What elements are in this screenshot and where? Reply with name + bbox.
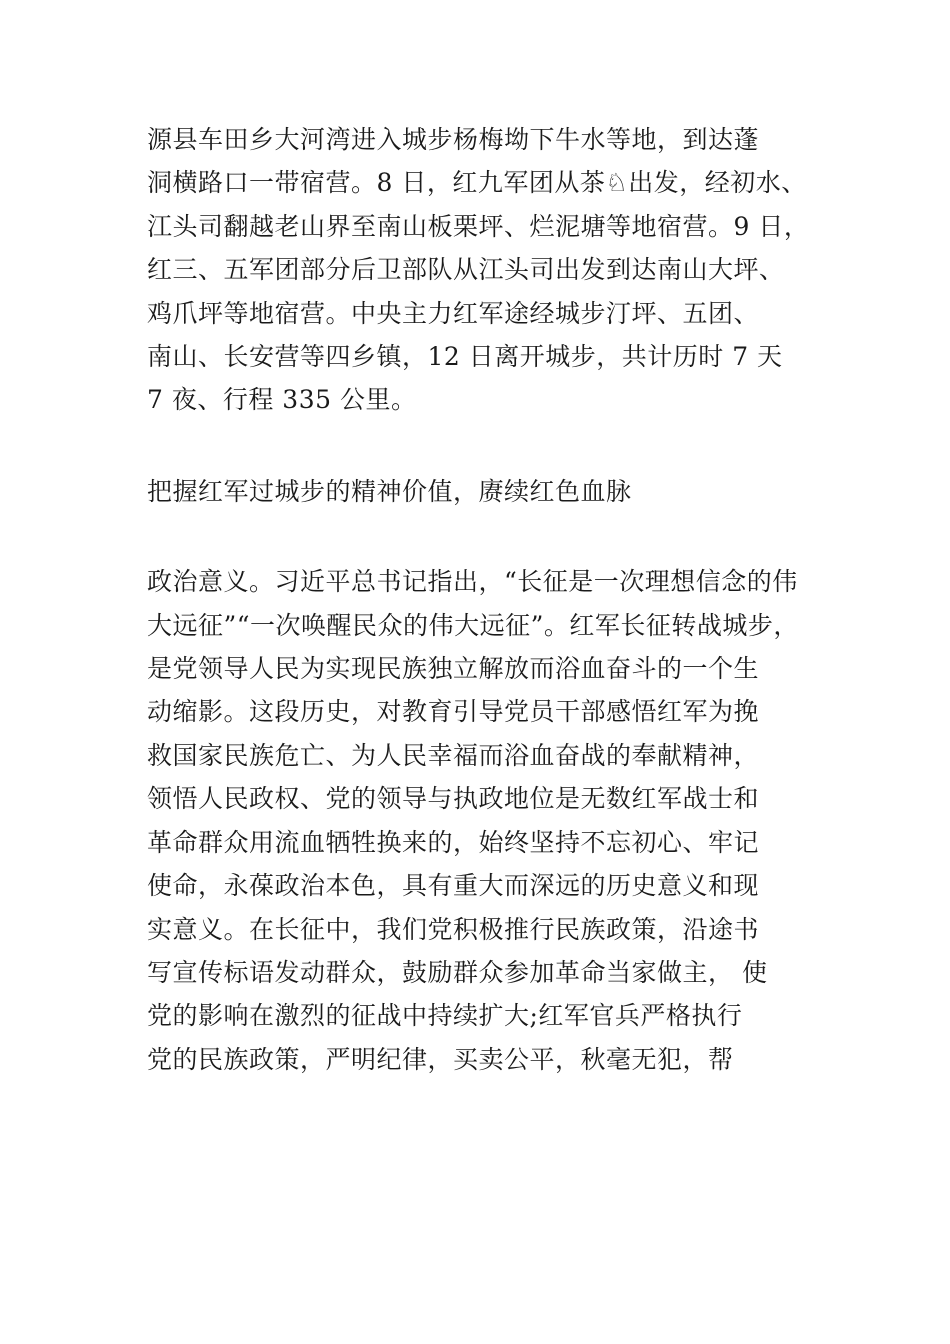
text-line: 江头司翻越老山界至南山板栗坪、烂泥塘等地宿营。9 日，: [147, 211, 810, 241]
text-line: 使命，永葆政治本色，具有重大而深远的历史意义和现: [147, 871, 760, 901]
text-line: 大远征”“一次唤醒民众的伟大远征”。红军长征转战城步，: [147, 610, 799, 640]
text-line: 领悟人民政权、党的领导与执政地位是无数红军战士和: [147, 784, 760, 814]
text-line: 写宣传标语发动群众，鼓励群众参加革命当家做主， 使: [147, 957, 768, 987]
text-line: 红三、五军团部分后卫部队从江头司出发到达南山大坪、: [147, 255, 785, 285]
text-line: 实意义。在长征中，我们党积极推行民族政策，沿途书: [147, 914, 760, 944]
text-line: 源县车田乡大河湾进入城步杨梅坳下牛水等地，到达蓬: [147, 125, 760, 154]
document-page: [147, 118, 837, 1081]
text-line: 救国家民族危亡、为人民幸福而浴血奋战的奉献精神，: [147, 740, 760, 770]
text-line: 革命群众用流血牺牲换来的，始终坚持不忘初心、牢记: [147, 827, 760, 857]
section-heading: [147, 470, 837, 513]
paragraph-political-significance: [147, 560, 837, 1081]
text-line: 是党领导人民为实现民族独立解放而浴血奋斗的一个生: [147, 654, 760, 684]
text-line: 7 夜、行程 335 公里。: [147, 385, 417, 415]
text-line: 政治意义。习近平总书记指出，“长征是一次理想信念的伟: [147, 567, 798, 597]
paragraph-route: [147, 118, 837, 422]
text-line: 党的影响在激烈的征战中持续扩大;红军官兵严格执行: [147, 1001, 743, 1031]
heading-text: 把握红军过城步的精神价值，赓续红色血脉: [147, 476, 632, 506]
text-line: 南山、长安营等四乡镇，12 日离开城步，共计历时 7 天: [147, 342, 783, 372]
text-line: 鸡爪坪等地宿营。中央主力红军途经城步汀坪、五团、: [147, 298, 760, 328]
text-line: 洞横路口一带宿营。8 日，红九军团从茶♘出发，经初水、: [147, 168, 807, 198]
text-line: 动缩影。这段历史，对教育引导党员干部感悟红军为挽: [147, 697, 760, 727]
text-line: 党的民族政策，严明纪律，买卖公平，秋毫无犯，帮: [147, 1044, 734, 1074]
